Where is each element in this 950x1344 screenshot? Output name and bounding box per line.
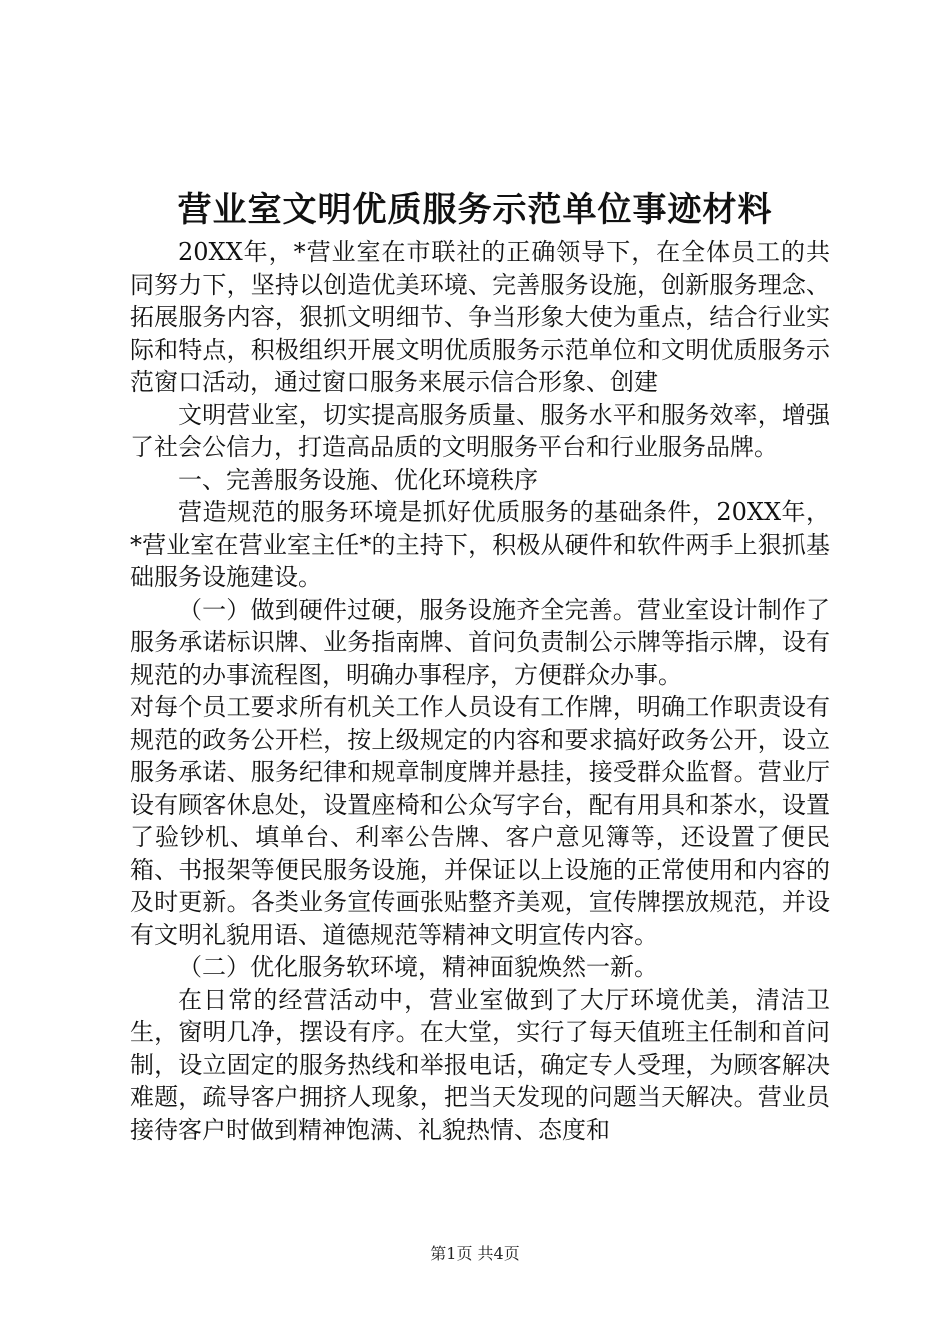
- document-title: 营业室文明优质服务示范单位事迹材料: [177, 190, 773, 230]
- document-body: [130, 236, 830, 1146]
- paragraph-intro: 20XX年，*营业室在市联社的正确领导下，在全体员工的共同努力下，坚持以创造优美环境、完善服务设施，创新服务理念、拓展服务内容，狠抓文明细节、争当形象大使为重点，结合行业实际和特点，积极组织开展文明优质服务示范单位和文明优质服务示范窗口活动，通过窗口服务来展示信合形象、创建: [130, 238, 830, 396]
- paragraph-subsection-2: 在日常的经营活动中，营业室做到了大厅环境优美，清洁卫生，窗明几净，摆设有序。在大堂，实行了每天值班主任制和首问制，设立固定的服务热线和举报电话，确定专人受理，为顾客解决难题，疏导客户拥挤人现象，把当天发现的问题当天解决。营业员接待客户时做到精神饱满、礼貌热情、态度和: [130, 985, 830, 1144]
- page-number-footer: 第1页 共4页: [430, 1244, 520, 1263]
- subsection-1: （一）做到硬件过硬，服务设施齐全完善。营业室设计制作了服务承诺标识牌、业务指南牌、首问负责制公示牌等指示牌，设有规范的办事流程图，明确办事程序，方便群众办事。: [130, 595, 830, 689]
- subsection-2: （二）优化服务软环境，精神面貌焕然一新。: [178, 953, 658, 981]
- section-heading-1: 一、完善服务设施、优化环境秩序: [178, 465, 538, 494]
- paragraph-intro-continued: 文明营业室，切实提高服务质量、服务水平和服务效率，增强了社会公信力，打造高品质的文明服务平台和行业服务品牌。: [130, 400, 830, 461]
- paragraph-section-1: 营造规范的服务环境是抓好优质服务的基础条件，20XX年，*营业室在营业室主任*的主持下，积极从硬件和软件两手上狠抓基础服务设施建设。: [130, 498, 830, 591]
- paragraph-subsection-1: 对每个员工要求所有机关工作人员设有工作牌，明确工作职责设有规范的政务公开栏，按上级规定的内容和要求搞好政务公开，设立服务承诺、服务纪律和规章制度牌并悬挂，接受群众监督。营业厅设有顾客休息处，设置座椅和公众写字台，配有用具和茶水，设置了验钞机、填单台、利率公告牌、客户意见簿等，还设置了便民箱、书报架等便民服务设施，并保证以上设施的正常使用和内容的及时更新。各类业务宣传画张贴整齐美观，宣传牌摆放规范，并设有文明礼貌用语、道德规范等精神文明宣传内容。: [130, 693, 830, 949]
